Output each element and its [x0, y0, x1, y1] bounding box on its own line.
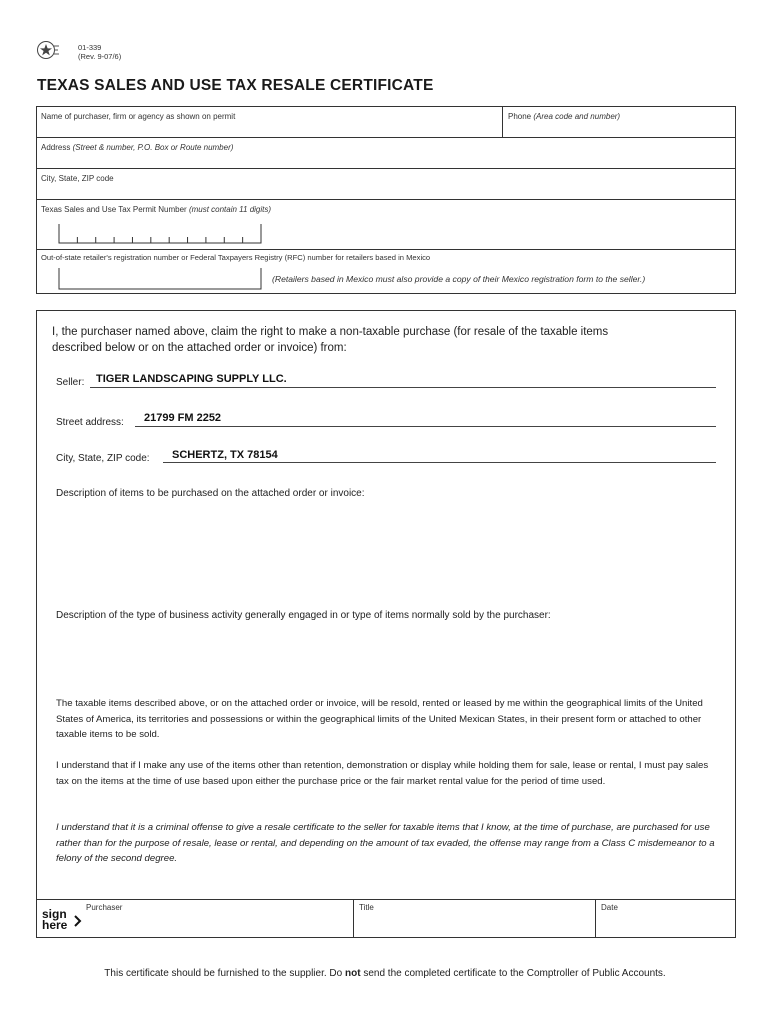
form-title: TEXAS SALES AND USE TAX RESALE CERTIFICATE	[37, 77, 434, 94]
seller-city-underline	[163, 462, 716, 463]
form-revision: (Rev. 9-07/6)	[78, 52, 122, 61]
purchaser-name-field[interactable]	[41, 112, 235, 121]
sign-here-line2: here	[42, 918, 68, 932]
purchaser-name-label: Name of purchaser, firm or agency as shown on permit	[41, 112, 236, 121]
title-field[interactable]	[359, 903, 374, 912]
use-tax-paragraph: I understand that if I make any use of the items other than retention, demonstration or display while holding them for sale, lease or rental, I must pay sales tax on the items at the time of use based upon either the purchase price or the fair market rental value for the period of time used.	[56, 760, 709, 787]
mexico-note: (Retailers based in Mexico must also provide a copy of their Mexico registration form to the seller.)	[272, 274, 646, 284]
seller-value[interactable]: TIGER LANDSCAPING SUPPLY LLC.	[96, 373, 287, 385]
signature-divider	[595, 899, 596, 938]
outofstate-number-field[interactable]	[58, 268, 262, 290]
address-label: Address	[41, 143, 71, 152]
address-field[interactable]	[41, 143, 233, 152]
permit-number-comb[interactable]	[58, 224, 262, 244]
business-description-area[interactable]	[56, 628, 722, 688]
city-state-zip-field[interactable]	[41, 174, 114, 183]
business-description-label: Description of the type of business activity generally engaged in or type of items normally sold by the purchaser:	[56, 610, 551, 621]
seller-underline	[90, 387, 716, 388]
form-number: 01-339	[78, 43, 102, 52]
name-phone-divider	[502, 106, 503, 137]
row-divider	[36, 249, 736, 250]
city-state-zip-label: City, State, ZIP code	[41, 174, 114, 183]
items-description-area[interactable]	[56, 506, 722, 602]
date-label: Date	[601, 903, 618, 912]
footer-note: This certificate should be furnished to the supplier. Do not send the completed certificate to the Comptroller of Public Accounts.	[104, 968, 666, 979]
title-label: Title	[359, 903, 374, 912]
row-divider	[36, 168, 736, 169]
address-hint: (Street & number, P.O. Box or Route number)	[72, 143, 234, 152]
phone-hint: (Area code and number)	[533, 112, 621, 121]
texas-seal-logo	[36, 40, 60, 60]
row-divider	[36, 137, 736, 138]
seller-label: Seller:	[56, 377, 85, 388]
phone-label: Phone	[508, 112, 532, 121]
signature-row-divider	[36, 899, 736, 900]
claim-intro-line2: described below or on the attached order or invoice) from:	[52, 342, 347, 354]
street-address-label: Street address:	[56, 417, 124, 428]
purchaser-info-box	[36, 106, 736, 294]
claim-intro	[52, 324, 712, 356]
phone-field[interactable]	[508, 112, 620, 121]
sign-here-line1: sign	[42, 907, 67, 921]
date-field[interactable]	[601, 903, 618, 912]
sign-here-marker	[42, 909, 67, 931]
street-address-value[interactable]: 21799 FM 2252	[144, 412, 222, 424]
purchaser-signature-field[interactable]	[86, 903, 122, 912]
resale-statement-paragraph: The taxable items described above, or on the attached order or invoice, will be resold, rented or leased by me within the geographical limits of the United States of America, its territories and possessions or within the geographical limits of the United Mexican States, in their present form or attached to other taxable items to be sold.	[56, 698, 703, 740]
sign-here-arrow-icon	[74, 915, 82, 927]
seller-city-label: City, State, ZIP code:	[56, 453, 150, 464]
outofstate-label: Out-of-state retailer's registration number or Federal Taxpayers Registry (RFC) number for retailers based in Mexico	[41, 253, 431, 262]
purchaser-signature-label: Purchaser	[86, 903, 123, 912]
items-description-label: Description of items to be purchased on the attached order or invoice:	[56, 488, 365, 499]
criminal-offense-paragraph: I understand that it is a criminal offense to give a resale certificate to the seller for taxable items that I know, at the time of purchase, are purchased for use rather than for the purpose of resale, lease or rental, and depending on the amount of tax evaded, the offense may range from a Class C misdemeanor to a felony of the second degree.	[56, 822, 715, 864]
permit-number-hint: (must contain 11 digits)	[188, 205, 272, 214]
form-number-block	[78, 43, 121, 61]
signature-divider	[353, 899, 354, 938]
row-divider	[36, 199, 736, 200]
permit-number-label: Texas Sales and Use Tax Permit Number	[41, 205, 187, 214]
claim-intro-line1: I, the purchaser named above, claim the right to make a non-taxable purchase (for resale of the taxable items	[52, 326, 609, 338]
seller-city-value[interactable]: SCHERTZ, TX 78154	[172, 449, 278, 461]
street-address-underline	[135, 426, 716, 427]
permit-number-label-row	[41, 205, 271, 214]
